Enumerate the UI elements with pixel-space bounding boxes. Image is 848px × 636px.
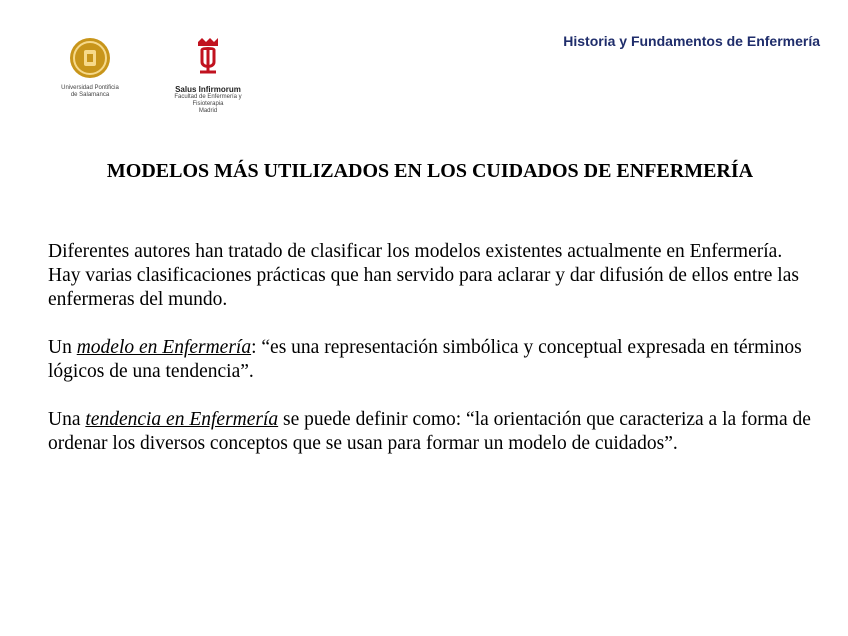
ups-caption-line2: de Salamanca — [70, 92, 110, 98]
salus-caption-line2: Madrid — [198, 108, 218, 114]
ups-caption-line1: Universidad Pontificia — [61, 85, 119, 91]
paragraph-tendencia — [48, 408, 818, 456]
paragraph-intro: Diferentes autores han tratado de clasificar los modelos existentes actualmente en Enfermería. Hay varias clasificaciones prácticas que han servido para aclarar y dar difusión de ellos entre las enfermeras del mundo. — [48, 241, 799, 310]
ups-crest-icon — [68, 36, 112, 80]
paragraph-modelo-definition: : “es una representación simbólica y conceptual expresada en términos lógicos de una tendencia”. — [48, 337, 802, 382]
ups-logo — [50, 36, 130, 99]
salus-name: Salus Infirmorum — [175, 85, 241, 94]
course-title: Historia y Fundamentos de Enfermería — [563, 33, 820, 49]
slide-body — [48, 240, 818, 480]
term-modelo: modelo en Enfermería — [76, 337, 252, 358]
paragraph-tendencia-definition: se puede definir como: “la orientación que caracteriza a la forma de ordenar los diversos conceptos que se usan para formar un modelo de cuidados”. — [48, 409, 811, 454]
term-tendencia: tendencia en Enfermería — [85, 409, 279, 430]
slide-title: MODELOS MÁS UTILIZADOS EN LOS CUIDADOS DE ENFERMERÍA — [106, 160, 754, 182]
paragraph-tendencia-prefix: Una — [48, 409, 86, 430]
salus-emblem-icon — [190, 36, 226, 80]
salus-logo — [163, 36, 253, 115]
paragraph-modelo — [48, 336, 818, 384]
salus-caption-line1: Facultad de Enfermería y Fisioterapia — [174, 94, 242, 107]
paragraph-modelo-prefix: Un — [48, 337, 77, 358]
